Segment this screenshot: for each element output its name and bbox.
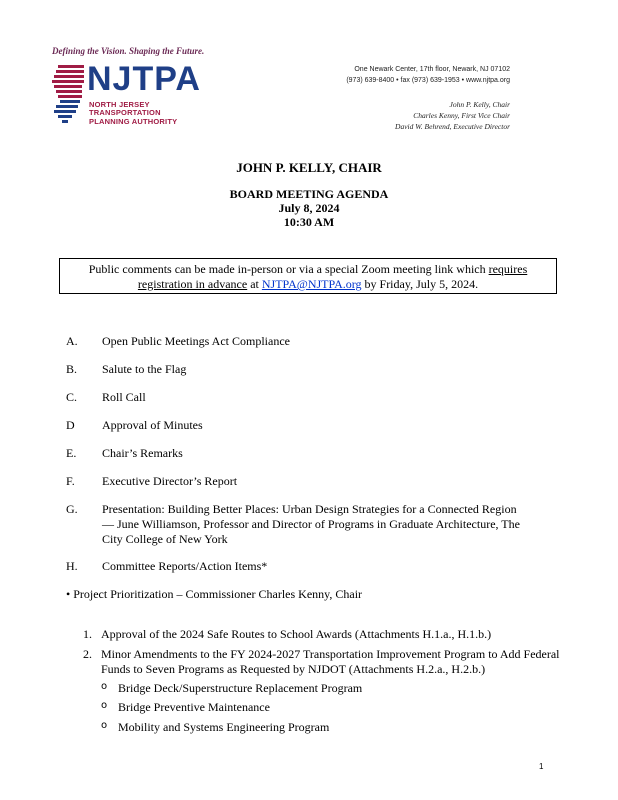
officer-line: John P. Kelly, Chair (449, 100, 510, 109)
agenda-item-letter: E. (66, 446, 77, 460)
agenda-item-text: Presentation: Building Better Places: Urban Design Strategies for a Connected Region — June Williamson, Professor and Director of Programs in Graduate Architecture, The City College of New York (102, 502, 520, 546)
agenda-item-letter: H. (66, 559, 78, 573)
logo-sub-line: NORTH JERSEY (89, 100, 150, 109)
logo-wordmark: NJTPA (87, 60, 201, 98)
meeting-date: July 8, 2024 (278, 201, 340, 215)
phone-fax-web: (973) 639-8400 • fax (973) 639-1953 • www.njtpa.org (346, 77, 510, 84)
item-text: Minor Amendments to the FY 2024-2027 Transportation Improvement Program to Add Federal Funds to Seven Programs as Requested by NJDOT (Attachments H.2.a., H.2.b.) (101, 647, 560, 676)
circle-bullet-icon: o (101, 720, 108, 731)
agenda-item-text: Roll Call (102, 390, 146, 404)
notice-underlined-text: registration in advance (137, 277, 248, 291)
address: One Newark Center, 17th floor, Newark, NJ 07102 (354, 66, 510, 73)
officer-line: David W. Behrend, Executive Director (395, 122, 510, 131)
circle-bullet-icon: o (101, 700, 108, 711)
logo-subtitle (89, 101, 177, 126)
committee-line (66, 587, 362, 602)
agenda-item-letter: C. (66, 390, 78, 404)
officers-block (395, 99, 510, 132)
officer-line: Charles Kenny, First Vice Chair (413, 111, 510, 120)
sub-item-text: Mobility and Systems Engineering Program (118, 720, 330, 734)
sub-item-text: Bridge Preventive Maintenance (118, 700, 270, 714)
agenda-item-text: Committee Reports/Action Items* (102, 559, 268, 573)
public-comment-notice (59, 258, 557, 294)
notice-underlined-text: requires (488, 262, 528, 276)
chair-heading: JOHN P. KELLY, CHAIR (236, 160, 382, 175)
logo-sub-line: PLANNING AUTHORITY (89, 116, 178, 126)
agenda-item-text: Approval of Minutes (102, 418, 203, 432)
nj-map-logo-icon (50, 63, 86, 125)
committee-text: Project Prioritization – Commissioner Charles Kenny, Chair (73, 587, 363, 601)
page-number: 1 (539, 762, 544, 771)
email-link[interactable]: NJTPA@NJTPA.org (261, 277, 362, 291)
notice-text: by Friday, July 5, 2024. (361, 277, 479, 291)
agenda-item-letter: G. (66, 502, 78, 516)
item-text: Approval of the 2024 Safe Routes to School Awards (Attachments H.1.a., H.1.b.) (101, 627, 492, 641)
logo-sub-line: TRANSPORTATION (89, 108, 161, 118)
agenda-item-text: Open Public Meetings Act Compliance (102, 334, 290, 348)
meeting-time: 10:30 AM (283, 215, 335, 229)
bullet-mark: • (66, 587, 71, 601)
item-number: 1. (83, 627, 92, 641)
agenda-item-text: Executive Director’s Report (102, 474, 238, 488)
tagline: Defining the Vision. Shaping the Future. (52, 46, 205, 56)
notice-text: at (247, 277, 262, 291)
circle-bullet-icon: o (101, 681, 108, 692)
agenda-item-text: Chair’s Remarks (102, 446, 183, 460)
sub-item-text: Bridge Deck/Superstructure Replacement Program (118, 681, 363, 695)
agenda-heading (0, 187, 618, 229)
agenda-item-letter: F. (66, 474, 75, 488)
agenda-item-text: Salute to the Flag (102, 362, 187, 376)
agenda-item-letter: B. (66, 362, 78, 376)
contact-block (346, 64, 510, 86)
notice-text: Public comments can be made in-person or via a special Zoom meeting link which (88, 262, 489, 276)
agenda-item-letter: D (66, 418, 75, 432)
item-number: 2. (83, 647, 92, 661)
agenda-item-letter: A. (66, 334, 78, 348)
agenda-title: BOARD MEETING AGENDA (229, 187, 389, 201)
